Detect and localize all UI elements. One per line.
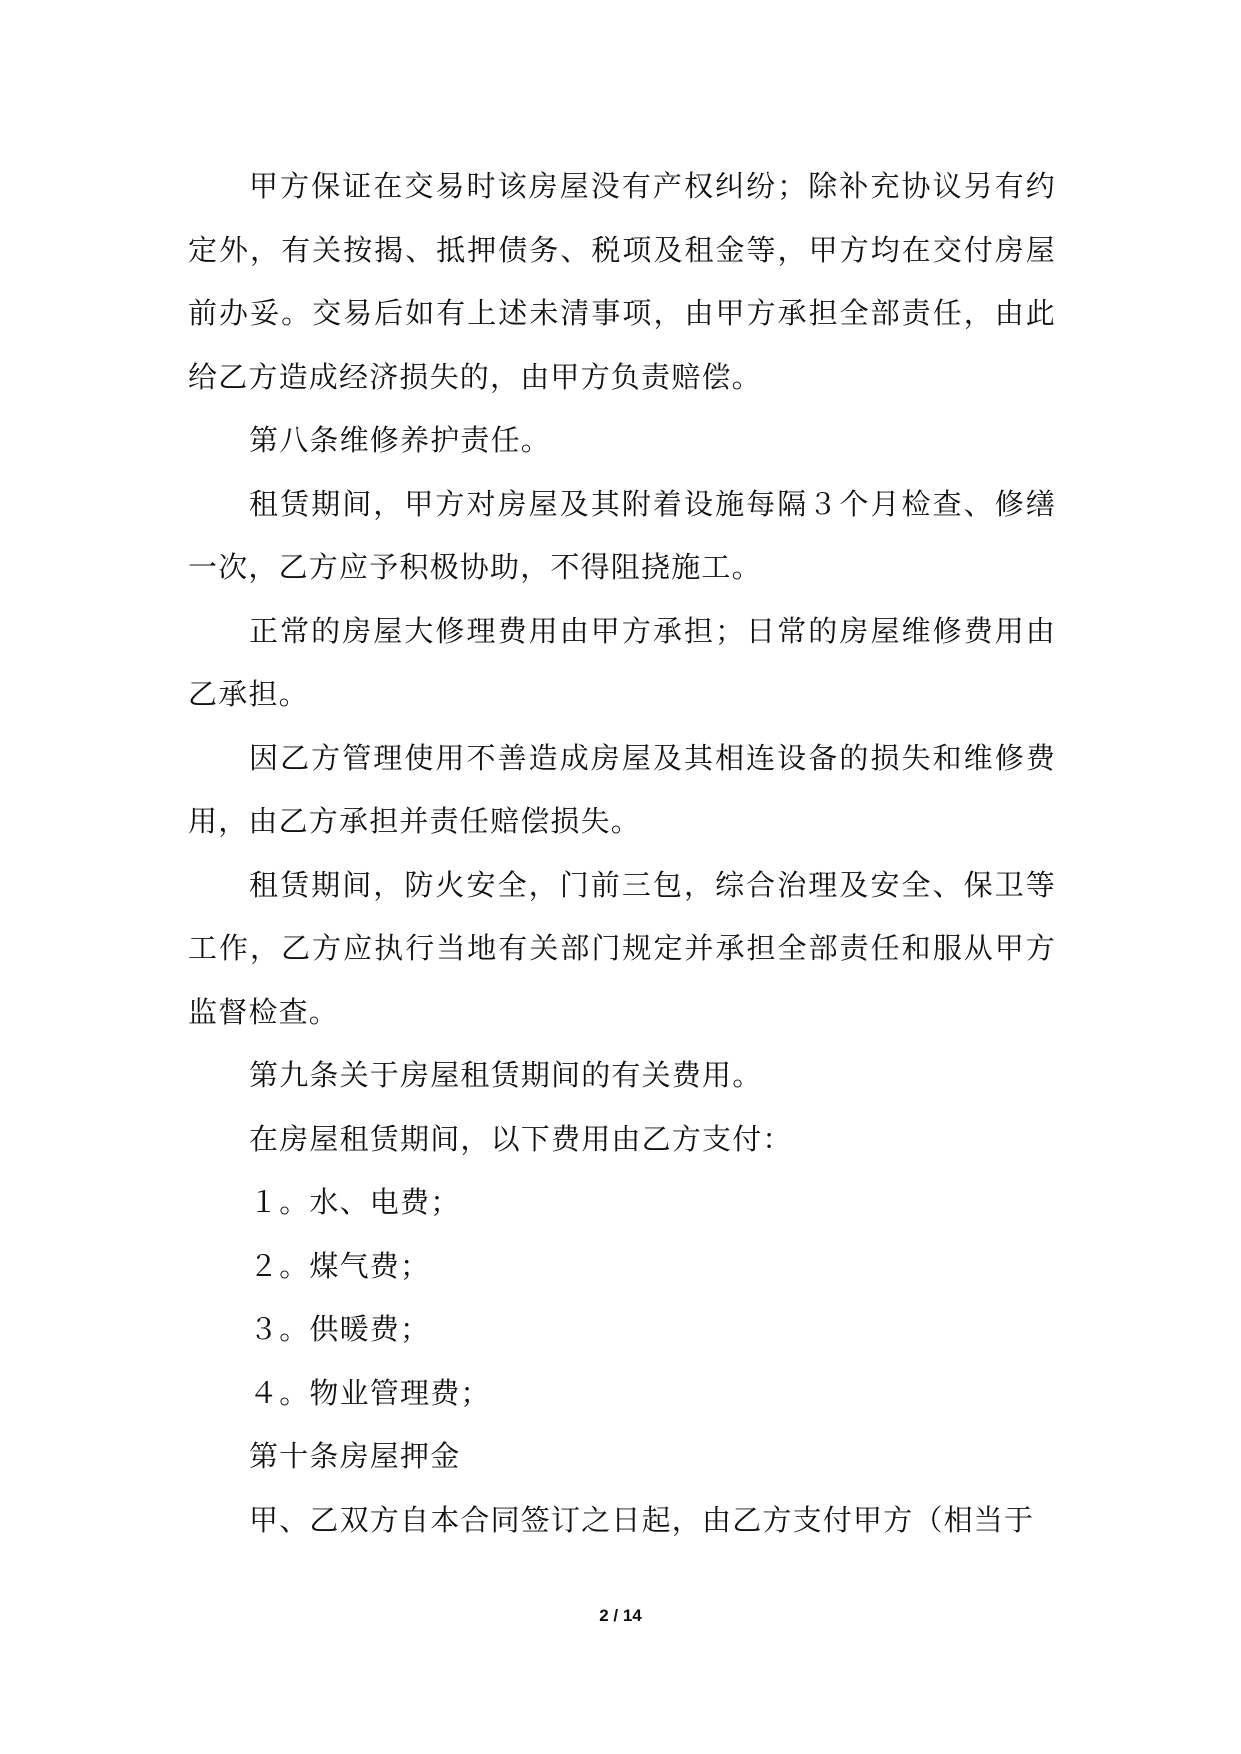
heading-article-9: 第九条关于房屋租赁期间的有关费用。 [249,1058,763,1092]
heading-article-8: 第八条维修养护责任。 [249,423,552,457]
document-body [188,155,1056,1552]
list-item-gas: ２。煤气费； [249,1248,431,1283]
list-item-utilities: １。水、电费； [249,1185,461,1219]
heading-article-10: 第十条房屋押金 [249,1439,461,1473]
paragraph-inspection: 租赁期间，甲方对房屋及其附着设施每隔３个月检查、修缮一次，乙方应予积极协助，不得阻挠施工。 [188,486,1056,584]
list-item-heating: ３。供暖费； [249,1312,431,1346]
paragraph-deposit: 甲、乙双方自本合同签订之日起，由乙方支付甲方（相当于 [249,1502,1035,1537]
paragraph-damage-liability: 因乙方管理使用不善造成房屋及其相连设备的损失和维修费用，由乙方承担并责任赔偿损失。 [188,740,1056,838]
list-item-property-management: ４。物业管理费； [249,1375,491,1410]
page-number: 2 / 14 [599,1606,642,1625]
paragraph-safety-duties: 租赁期间，防火安全，门前三包，综合治理及安全、保卫等工作，乙方应执行当地有关部门规定并承担全部责任和服从甲方监督检查。 [188,867,1056,1029]
paragraph-fees-intro: 在房屋租赁期间，以下费用由乙方支付： [249,1121,793,1156]
paragraph-ownership-guarantee: 甲方保证在交易时该房屋没有产权纠纷；除补充协议另有约定外，有关按揭、抵押债务、税项及租金等，甲方均在交付房屋前办妥。交易后如有上述未清事项，由甲方承担全部责任，由此给乙方造成经济损失的，由甲方负责赔偿。 [188,169,1056,394]
paragraph-repair-costs: 正常的房屋大修理费用由甲方承担；日常的房屋维修费用由乙承担。 [188,613,1056,711]
